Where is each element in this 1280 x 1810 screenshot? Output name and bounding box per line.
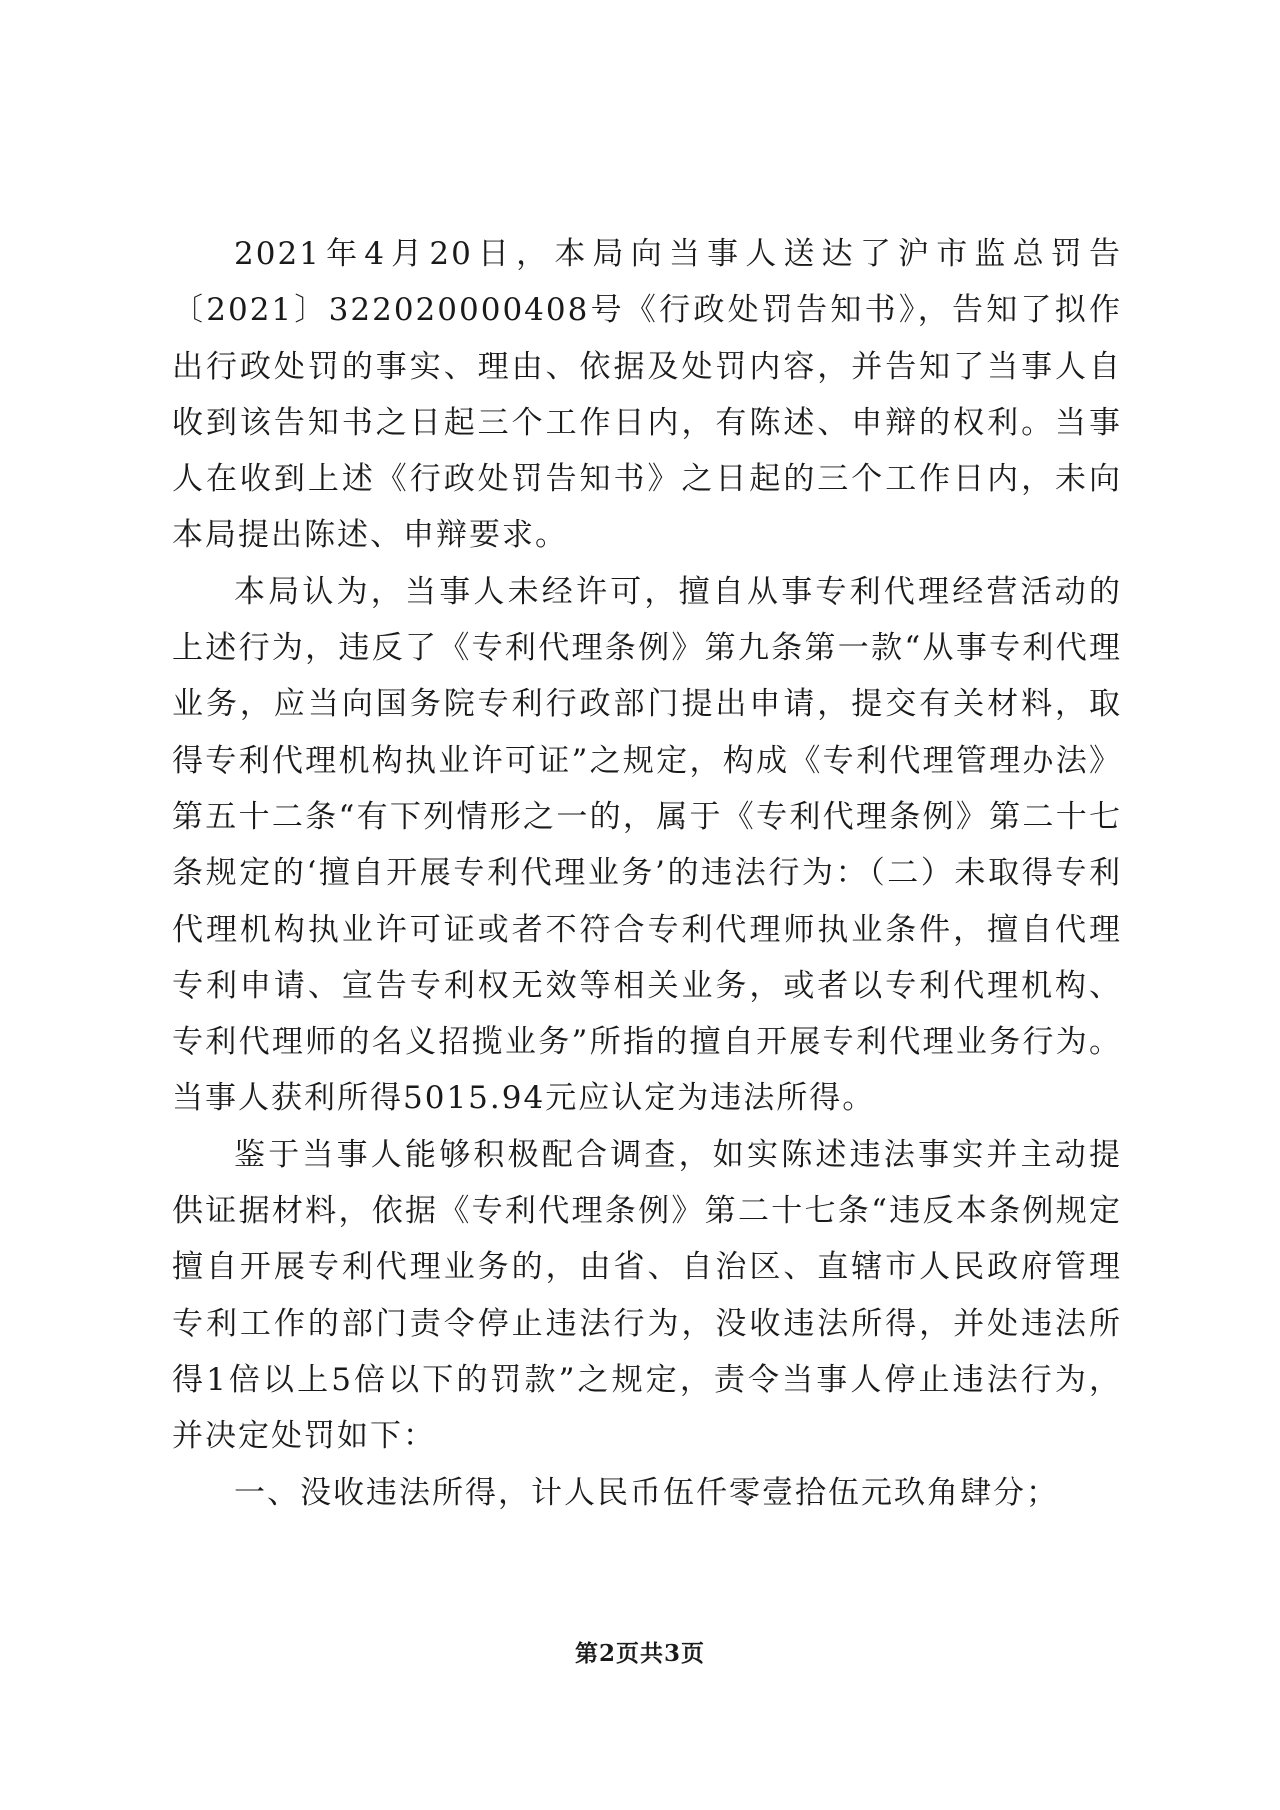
document-body: [172, 226, 1122, 1521]
page-number-footer: 第2页共3页: [574, 1640, 705, 1667]
paragraph-penalty-basis: 鉴于当事人能够积极配合调查，如实陈述违法事实并主动提供证据材料，依据《专利代理条例》第二十七条“违反本条例规定擅自开展专利代理业务的，由省、自治区、直辖市人民政府管理专利工作的部门责令停止违法行为，没收违法所得，并处违法所得1倍以上5倍以下的罚款”之规定，责令当事人停止违法行为，并决定处罚如下：: [172, 1136, 1122, 1455]
paragraph-notice-delivery: 2021年4月20日，本局向当事人送达了沪市监总罚告〔2021〕322020000408号《行政处罚告知书》，告知了拟作出行政处罚的事实、理由、依据及处罚内容，并告知了当事人自收到该告知书之日起三个工作日内，有陈述、申辩的权利。当事人在收到上述《行政处罚告知书》之日起的三个工作日内，未向本局提出陈述、申辩要求。: [172, 236, 1122, 554]
paragraph-penalty-item-1: 一、没收违法所得，计人民币伍仟零壹拾伍元玖角肆分；: [234, 1474, 1059, 1511]
paragraph-bureau-finding: 本局认为，当事人未经许可，擅自从事专利代理经营活动的上述行为，违反了《专利代理条例》第九条第一款“从事专利代理业务，应当向国务院专利行政部门提出申请，提交有关材料，取得专利代理机构执业许可证”之规定，构成《专利代理管理办法》第五十二条“有下列情形之一的，属于《专利代理条例》第二十七条规定的‘擅自开展专利代理业务’的违法行为：（二）未取得专利代理机构执业许可证或者不符合专利代理师执业条件，擅自代理专利申请、宣告专利权无效等相关业务，或者以专利代理机构、专利代理师的名义招揽业务”所指的擅自开展专利代理业务行为。当事人获利所得5015.94元应认定为违法所得。: [172, 573, 1122, 1117]
